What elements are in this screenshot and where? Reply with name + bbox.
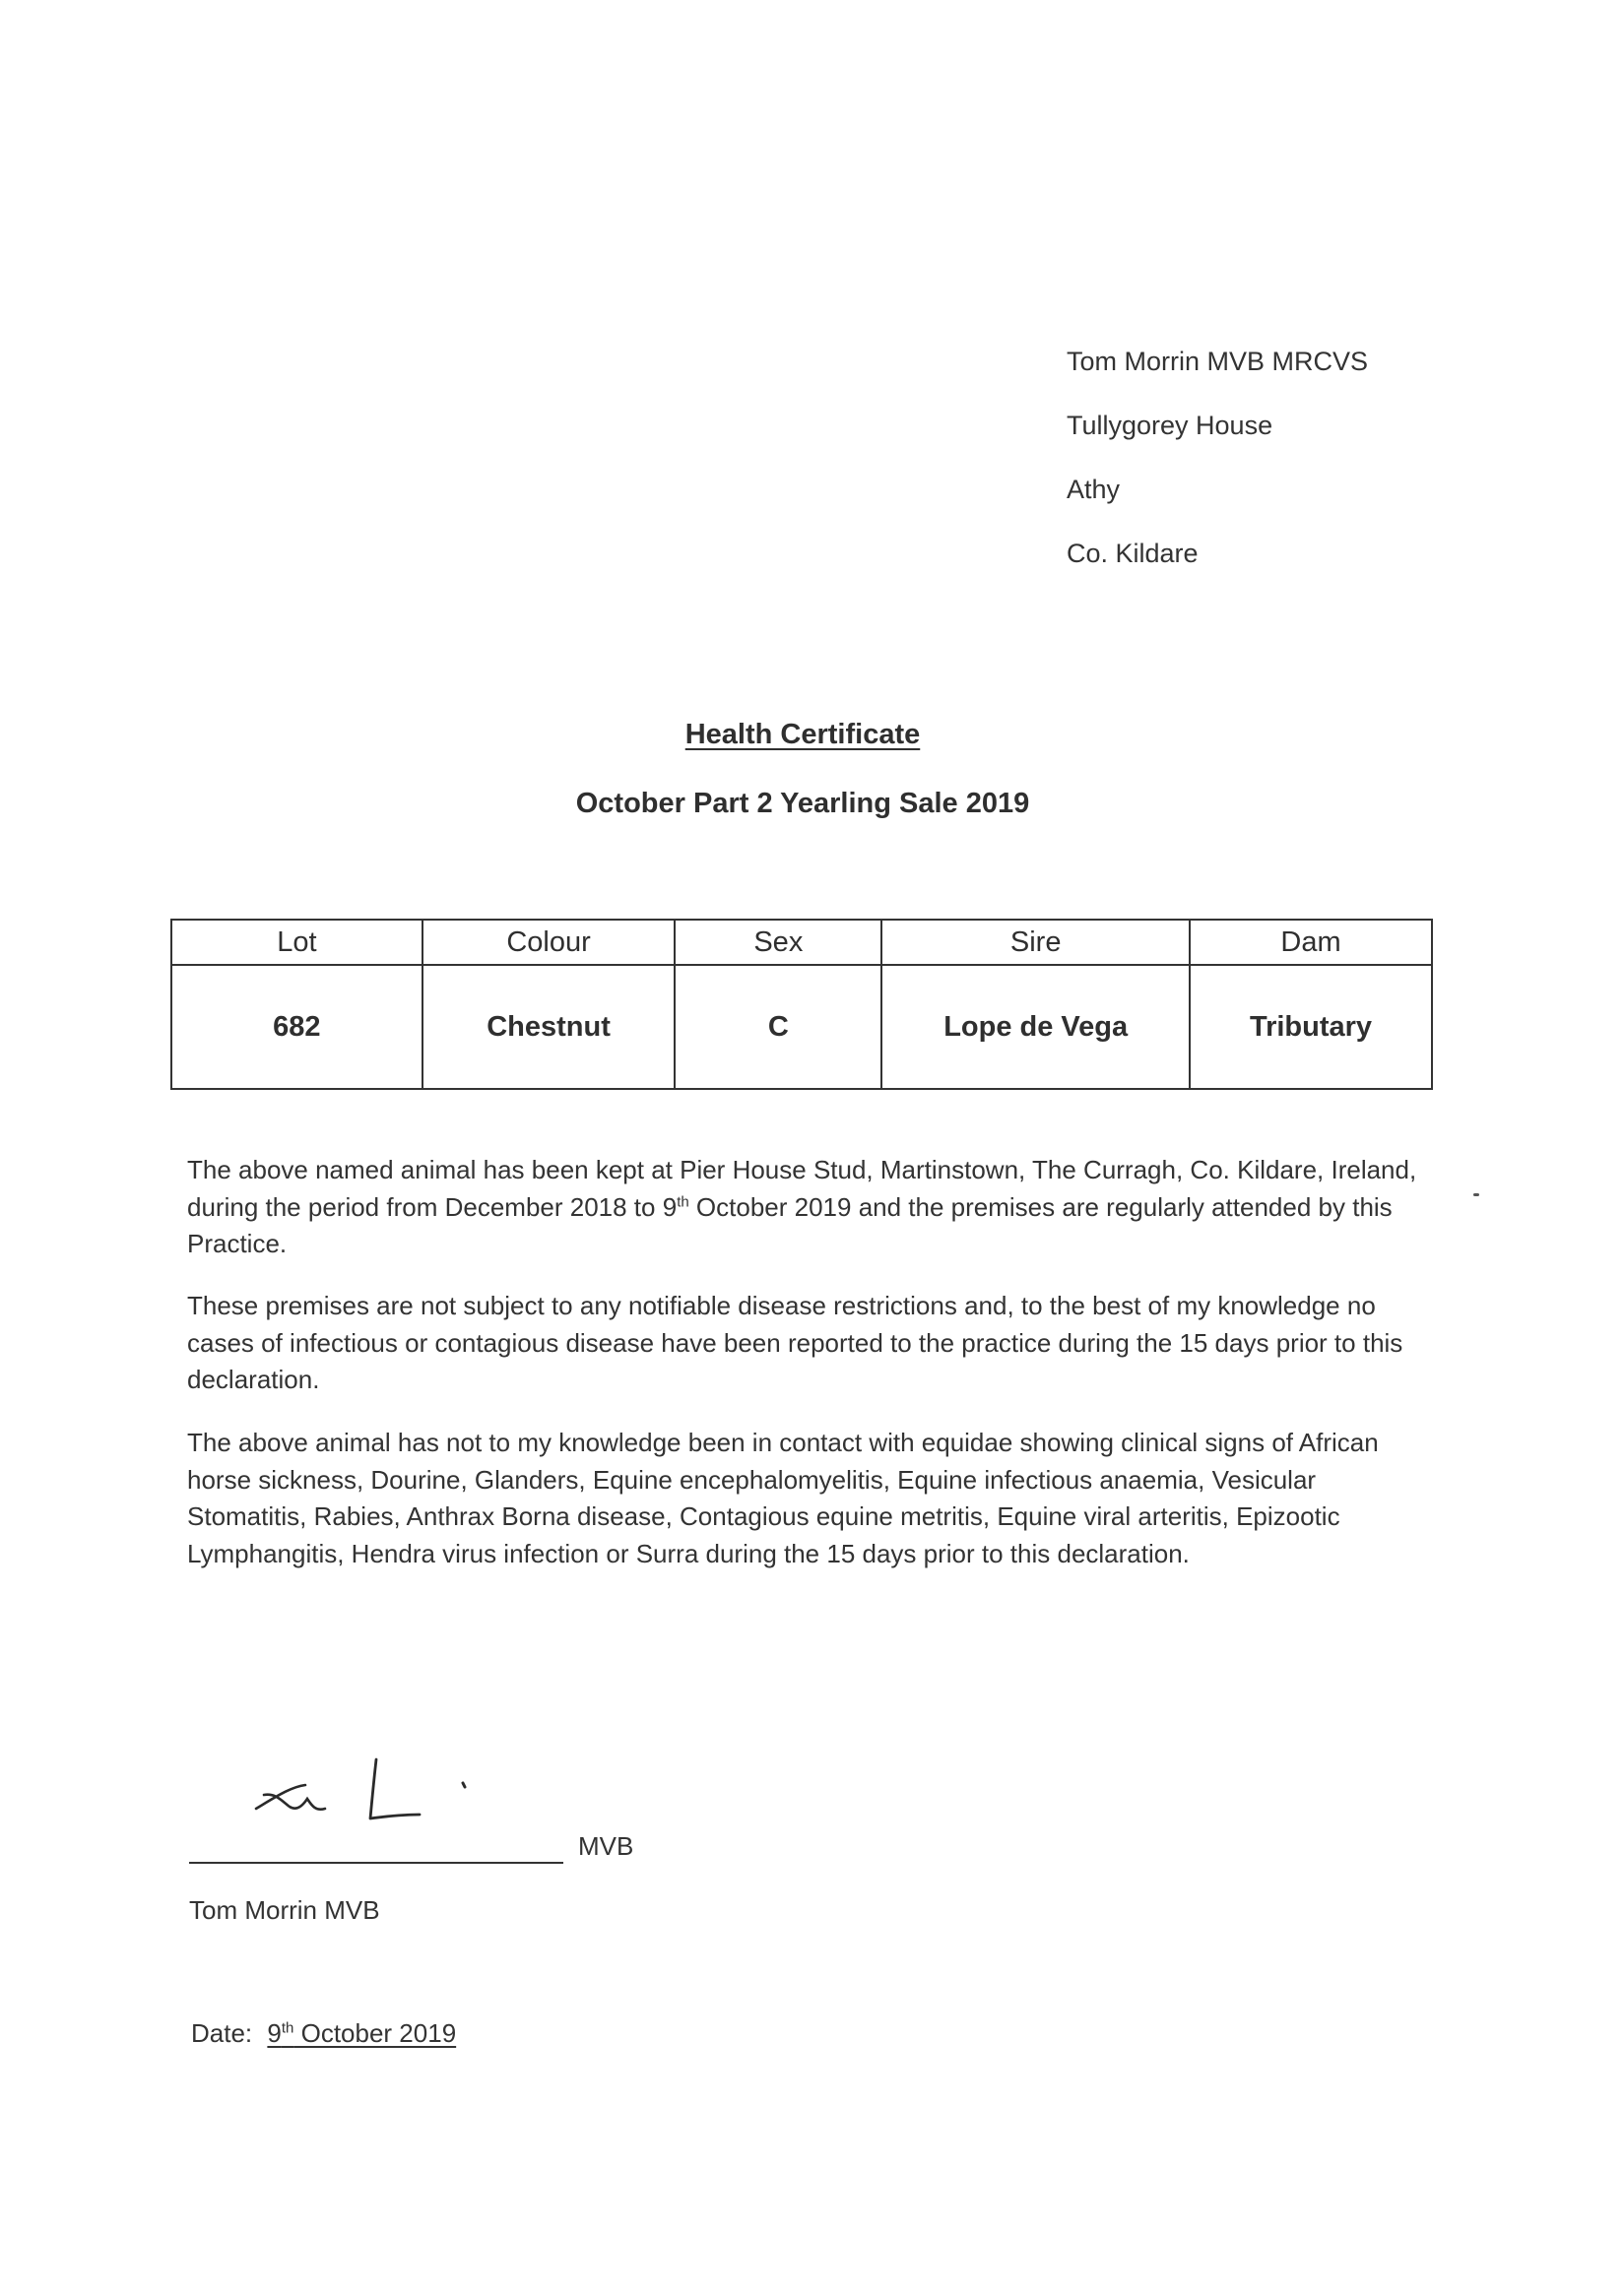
address-line-3: Co. Kildare <box>1067 539 1199 568</box>
vet-name: Tom Morrin MVB MRCVS <box>1067 347 1369 376</box>
address-line-2: Athy <box>1067 475 1121 504</box>
date-value <box>267 2018 456 2048</box>
date-day: 9 <box>267 2018 282 2048</box>
paragraph-no-contact: The above animal has not to my knowledge been in contact with equidae showing clinical signs of African horse sickness, Dourine, Glanders, Equine encephalomyelitis, Equine infectious anaemia, Vesicular Stomatitis, Rabies, Anthrax Borna disease, Contagious equine metritis, Equine viral arteritis, Epizootic Lymphangitis, Hendra virus infection or Surra during the 15 days prior to this declaration. <box>187 1428 1379 1568</box>
date-rest: October 2019 <box>293 2018 457 2048</box>
header-sex: Sex <box>675 920 881 965</box>
paragraph-premises-kept <box>187 1152 1467 1263</box>
date-label: Date: <box>191 2018 253 2048</box>
sale-subtitle: October Part 2 Yearling Sale 2019 <box>575 788 1030 819</box>
document-title: Health Certificate <box>684 719 921 750</box>
table-row <box>171 965 1432 1089</box>
vet-address-block <box>1067 330 1368 586</box>
table-header-row <box>171 920 1432 965</box>
cell-sire: Lope de Vega <box>881 965 1190 1089</box>
paragraph-1-start: The above named animal has been kept at Pier House Stud, Martinstown, The Curragh, Co. Kildare, Ireland, during the period from December 2018 to 9 <box>187 1155 1417 1222</box>
paragraph-1-end: October 2019 and the premises are regularly attended by this Practice. <box>187 1191 1393 1258</box>
header-sire: Sire <box>881 920 1190 965</box>
signature-suffix: MVB <box>578 1831 634 1861</box>
date-ordinal: th <box>281 2019 294 2037</box>
date-line <box>191 2018 456 2049</box>
cell-lot: 682 <box>171 965 422 1089</box>
signature-line <box>189 1862 563 1864</box>
handwritten-signature <box>246 1757 483 1836</box>
paragraph-no-restrictions: These premises are not subject to any notifiable disease restrictions and, to the best of my knowledge no cases of infectious or contagious disease have been reported to the practice during the 15 days prior to this declaration. <box>187 1291 1403 1394</box>
cell-dam: Tributary <box>1190 965 1432 1089</box>
cell-colour: Chestnut <box>422 965 676 1089</box>
header-dam: Dam <box>1190 920 1432 965</box>
paragraph-1-ordinal: th <box>677 1192 689 1210</box>
signatory-name: Tom Morrin MVB <box>189 1895 380 1925</box>
lot-details-table <box>170 919 1433 1090</box>
scan-speck <box>1473 1193 1479 1196</box>
address-line-1: Tullygorey House <box>1067 411 1273 440</box>
cell-sex: C <box>675 965 881 1089</box>
header-colour: Colour <box>422 920 676 965</box>
header-lot: Lot <box>171 920 422 965</box>
